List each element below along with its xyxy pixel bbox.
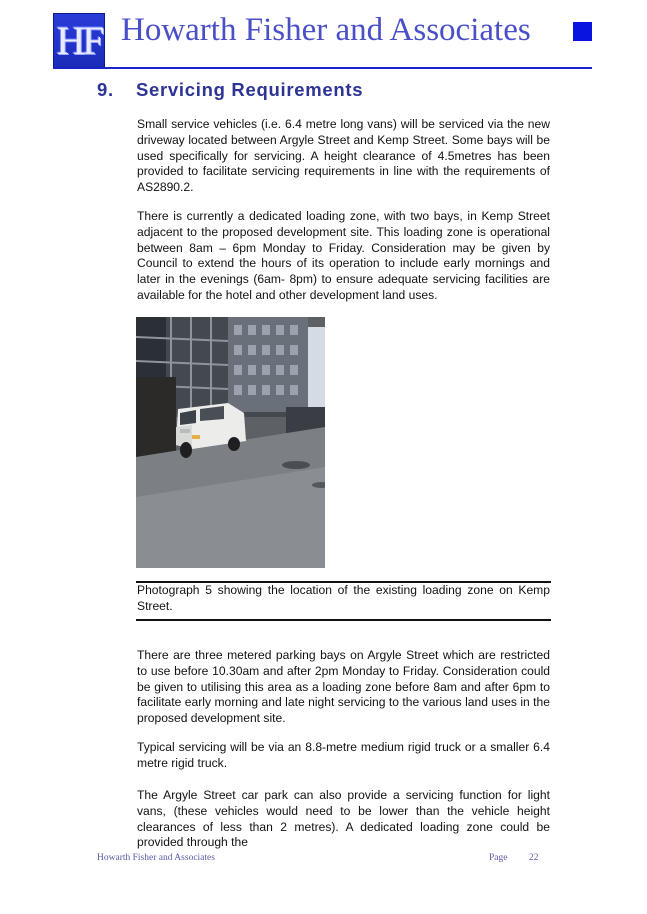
section-title: Servicing Requirements [136, 79, 364, 100]
section-heading [97, 79, 363, 101]
header-square-mark [573, 22, 592, 41]
document-header-title: Howarth Fisher and Associates [121, 12, 531, 48]
header-divider [53, 67, 592, 69]
paragraph-servicing-vehicles: Small service vehicles (i.e. 6.4 metre long vans) will be serviced via the new driveway located between Argyle Street and Kemp Street. Some bays will be used specifically for servicing. A height clearance of 4.5metres has been provided to facilitate servicing requirements in line with the requirements of AS2890.2. [137, 117, 550, 195]
photo-caption-box [136, 581, 551, 621]
section-number: 9. [97, 79, 114, 100]
paragraph-car-park: The Argyle Street car park can also provide a servicing function for light vans, (these vehicles would need to be lower than the vehicle height clearances of less than 2 metres). A dedicated loading zone could be provided through the [137, 788, 550, 850]
logo-monogram: HF [56, 18, 102, 63]
footer-organisation: Howarth Fisher and Associates [97, 853, 215, 863]
photo-caption: Photograph 5 showing the location of the existing loading zone on Kemp Street. [137, 583, 550, 613]
footer-page-label: Page [489, 853, 508, 863]
photo-illustration [136, 317, 325, 568]
footer-page-number: 22 [529, 853, 539, 863]
paragraph-loading-zone: There is currently a dedicated loading zone, with two bays, in Kemp Street adjacent to the proposed development site. This loading zone is operational between 8am – 6pm Monday to Friday. Consideration may be given by Council to extend the hours of its operation to include early mornings and later in the evenings (6am- 8pm) to ensure adequate servicing facilities are available for the hotel and other development land uses. [137, 209, 550, 302]
paragraph-metered-parking: There are three metered parking bays on Argyle Street which are restricted to use before 10.30am and after 2pm Monday to Friday. Consideration could be given to utilising this area as a loading zone before 8am and after 6pm to facilitate early morning and late night servicing to the various land uses in the proposed development site. [137, 648, 550, 726]
loading-zone-photograph [136, 317, 325, 568]
company-logo [53, 13, 105, 69]
paragraph-typical-servicing: Typical servicing will be via an 8.8-metre medium rigid truck or a smaller 6.4 metre rigid truck. [137, 740, 550, 770]
